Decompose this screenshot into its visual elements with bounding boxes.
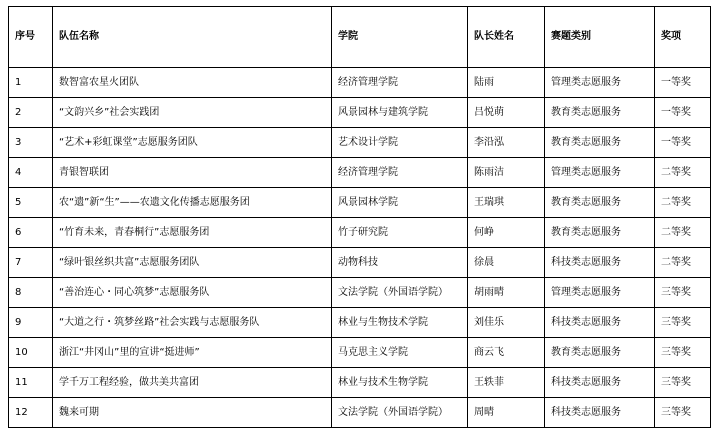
header-team-name: 队伍名称 bbox=[53, 7, 332, 68]
award-table bbox=[8, 6, 711, 428]
cell-category: 教育类志愿服务 bbox=[545, 218, 655, 248]
cell-college: 马克思主义学院 bbox=[332, 338, 468, 368]
cell-college: 林业与技术生物学院 bbox=[332, 368, 468, 398]
cell-team-name: 学千万工程经验，做共美共富团 bbox=[53, 368, 332, 398]
table-row bbox=[9, 98, 711, 128]
cell-team-name: “绿叶银丝织共富”志愿服务团队 bbox=[53, 248, 332, 278]
cell-category: 科技类志愿服务 bbox=[545, 368, 655, 398]
cell-category: 科技类志愿服务 bbox=[545, 398, 655, 428]
cell-award: 一等奖 bbox=[655, 128, 711, 158]
table-header-row bbox=[9, 7, 711, 68]
table-row bbox=[9, 368, 711, 398]
header-category: 赛题类别 bbox=[545, 7, 655, 68]
cell-captain: 王轶菲 bbox=[468, 368, 545, 398]
cell-captain: 王瑞琪 bbox=[468, 188, 545, 218]
table-row bbox=[9, 308, 711, 338]
cell-index: 2 bbox=[9, 98, 53, 128]
cell-college: 竹子研究院 bbox=[332, 218, 468, 248]
table-row bbox=[9, 398, 711, 428]
cell-captain: 吕悦萌 bbox=[468, 98, 545, 128]
cell-award: 一等奖 bbox=[655, 98, 711, 128]
cell-award: 二等奖 bbox=[655, 188, 711, 218]
table-row bbox=[9, 278, 711, 308]
cell-team-name: “艺术+彩虹课堂”志愿服务团队 bbox=[53, 128, 332, 158]
cell-award: 三等奖 bbox=[655, 308, 711, 338]
cell-captain: 刘佳乐 bbox=[468, 308, 545, 338]
cell-category: 管理类志愿服务 bbox=[545, 68, 655, 98]
cell-captain: 陈雨洁 bbox=[468, 158, 545, 188]
table-row bbox=[9, 188, 711, 218]
cell-college: 风景园林学院 bbox=[332, 188, 468, 218]
cell-category: 教育类志愿服务 bbox=[545, 338, 655, 368]
cell-index: 8 bbox=[9, 278, 53, 308]
header-index: 序号 bbox=[9, 7, 53, 68]
table-row bbox=[9, 338, 711, 368]
cell-team-name: “文韵兴乡”社会实践团 bbox=[53, 98, 332, 128]
cell-captain: 徐晨 bbox=[468, 248, 545, 278]
cell-index: 7 bbox=[9, 248, 53, 278]
cell-index: 1 bbox=[9, 68, 53, 98]
cell-index: 3 bbox=[9, 128, 53, 158]
cell-award: 三等奖 bbox=[655, 278, 711, 308]
cell-category: 教育类志愿服务 bbox=[545, 98, 655, 128]
table-row bbox=[9, 248, 711, 278]
award-table-container bbox=[8, 6, 711, 428]
cell-college: 经济管理学院 bbox=[332, 158, 468, 188]
cell-index: 11 bbox=[9, 368, 53, 398]
cell-award: 三等奖 bbox=[655, 398, 711, 428]
cell-award: 三等奖 bbox=[655, 338, 711, 368]
header-college: 学院 bbox=[332, 7, 468, 68]
cell-index: 10 bbox=[9, 338, 53, 368]
cell-captain: 陆雨 bbox=[468, 68, 545, 98]
cell-index: 5 bbox=[9, 188, 53, 218]
cell-index: 6 bbox=[9, 218, 53, 248]
cell-college: 艺术设计学院 bbox=[332, 128, 468, 158]
cell-team-name: “竹育未来，青春桐行”志愿服务团 bbox=[53, 218, 332, 248]
cell-team-name: 农“遗”新“生”——农遗文化传播志愿服务团 bbox=[53, 188, 332, 218]
cell-award: 二等奖 bbox=[655, 248, 711, 278]
cell-category: 科技类志愿服务 bbox=[545, 248, 655, 278]
cell-college: 林业与生物技术学院 bbox=[332, 308, 468, 338]
cell-captain: 商云飞 bbox=[468, 338, 545, 368]
cell-team-name: 魏来可期 bbox=[53, 398, 332, 428]
cell-college: 文法学院（外国语学院） bbox=[332, 398, 468, 428]
header-captain: 队长姓名 bbox=[468, 7, 545, 68]
header-award: 奖项 bbox=[655, 7, 711, 68]
cell-team-name: 数智富农星火团队 bbox=[53, 68, 332, 98]
cell-captain: 周晴 bbox=[468, 398, 545, 428]
cell-category: 教育类志愿服务 bbox=[545, 128, 655, 158]
cell-college: 经济管理学院 bbox=[332, 68, 468, 98]
cell-award: 一等奖 bbox=[655, 68, 711, 98]
cell-index: 4 bbox=[9, 158, 53, 188]
cell-category: 教育类志愿服务 bbox=[545, 188, 655, 218]
table-row bbox=[9, 128, 711, 158]
table-row bbox=[9, 158, 711, 188]
cell-captain: 李沿泓 bbox=[468, 128, 545, 158]
cell-category: 科技类志愿服务 bbox=[545, 308, 655, 338]
cell-award: 三等奖 bbox=[655, 368, 711, 398]
cell-award: 二等奖 bbox=[655, 158, 711, 188]
cell-captain: 何峥 bbox=[468, 218, 545, 248]
table-row bbox=[9, 218, 711, 248]
cell-index: 9 bbox=[9, 308, 53, 338]
cell-category: 管理类志愿服务 bbox=[545, 278, 655, 308]
cell-college: 风景园林与建筑学院 bbox=[332, 98, 468, 128]
cell-award: 二等奖 bbox=[655, 218, 711, 248]
cell-captain: 胡雨晴 bbox=[468, 278, 545, 308]
cell-index: 12 bbox=[9, 398, 53, 428]
table-row bbox=[9, 68, 711, 98]
cell-team-name: “善治连心・同心筑梦”志愿服务队 bbox=[53, 278, 332, 308]
cell-college: 文法学院（外国语学院） bbox=[332, 278, 468, 308]
cell-team-name: 浙江“井冈山”里的宣讲“挺进师” bbox=[53, 338, 332, 368]
cell-category: 管理类志愿服务 bbox=[545, 158, 655, 188]
cell-team-name: 青银智联团 bbox=[53, 158, 332, 188]
cell-college: 动物科技 bbox=[332, 248, 468, 278]
cell-team-name: “大道之行・筑梦丝路”社会实践与志愿服务队 bbox=[53, 308, 332, 338]
